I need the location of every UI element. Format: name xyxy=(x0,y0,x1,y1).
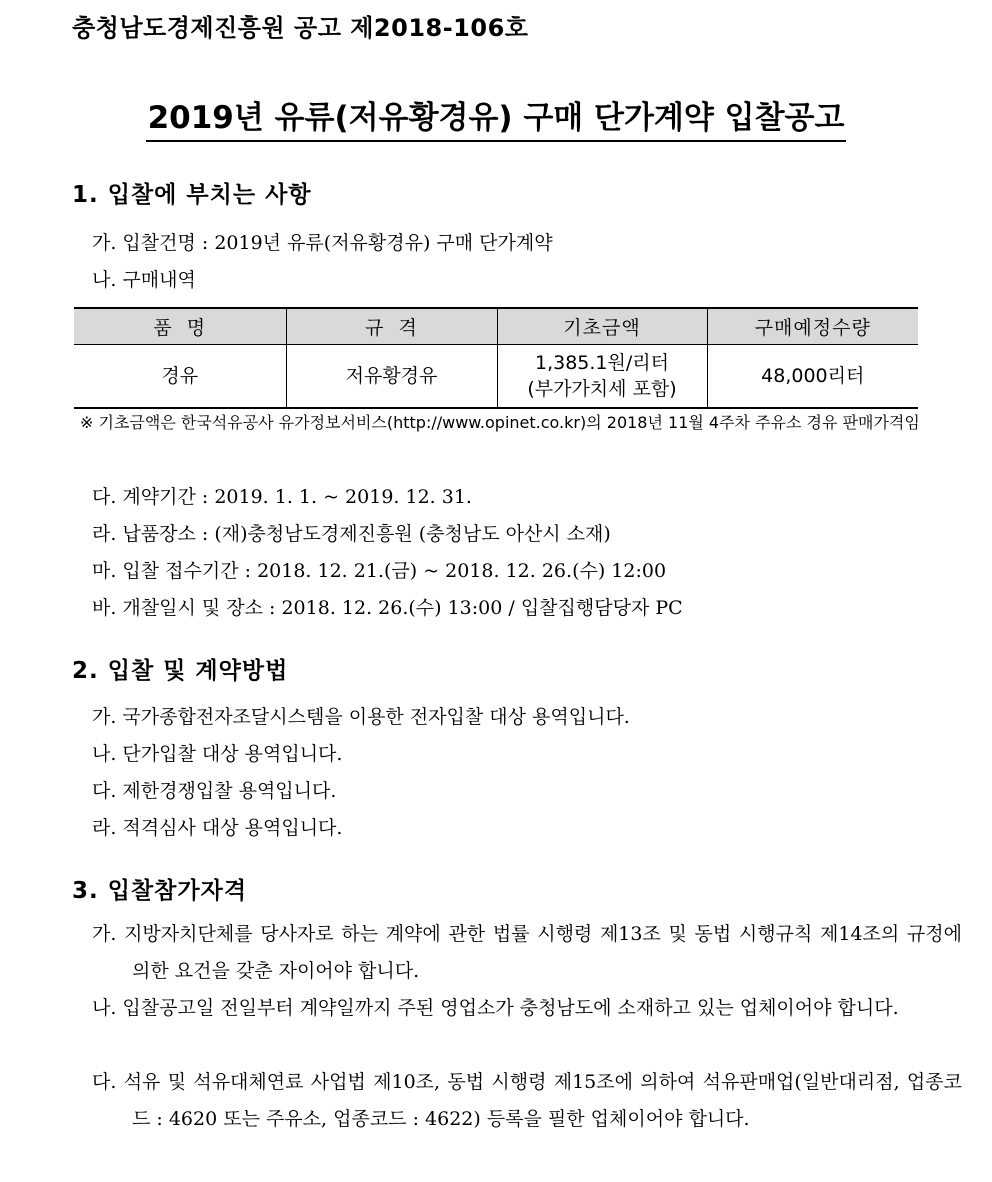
base-price-value: 1,385.1원/리터 xyxy=(535,352,669,374)
section-1-item-ga: 가. 입찰건명 : 2019년 유류(저유황경유) 구매 단가계약 xyxy=(92,232,553,254)
page-title xyxy=(0,92,992,137)
cell-item-name: 경유 xyxy=(74,345,286,409)
header-item-name: 품 명 xyxy=(74,308,286,345)
header-spec: 규 격 xyxy=(286,308,497,345)
section-2-heading: 2. 입찰 및 계약방법 xyxy=(72,658,289,684)
section-1-item-ma: 마. 입찰 접수기간 : 2018. 12. 21.(금) ~ 2018. 12. 26.(수) 12:00 xyxy=(92,560,667,582)
base-price-vat-note: (부가가치세 포함) xyxy=(527,378,677,400)
section-3-item-da: 다. 석유 및 석유대체연료 사업법 제10조, 동법 시행령 제15조에 의하여 석유판매업(일반대리점, 업종코드 : 4620 또는 주유소, 업종코드 : 4622) 등록을 필한 업체이어야 합니다. xyxy=(92,1071,962,1130)
notice-number: 충청남도경제진흥원 공고 제2018-106호 xyxy=(72,14,529,42)
cell-spec: 저유황경유 xyxy=(286,345,497,409)
base-price-footnote: ※ 기초금액은 한국석유공사 유가정보서비스(http://www.opinet.co.kr)의 2018년 11월 4주차 주유소 경유 판매가격임 xyxy=(80,413,920,432)
section-3-heading: 3. 입찰참가자격 xyxy=(72,878,248,904)
header-quantity: 구매예정수량 xyxy=(707,308,918,345)
section-3-item-ga: 가. 지방자치단체를 당사자로 하는 계약에 관한 법률 시행령 제13조 및 동법 시행규칙 제14조의 규정에 의한 요건을 갖춘 자이어야 합니다. xyxy=(92,923,962,982)
section-2-item-na: 나. 단가입찰 대상 용역입니다. xyxy=(92,743,343,765)
purchase-table xyxy=(74,307,918,409)
cell-base-price xyxy=(497,345,707,409)
section-1-item-na: 나. 구매내역 xyxy=(92,269,196,291)
section-1-heading: 1. 입찰에 부치는 사항 xyxy=(72,182,312,208)
header-base-price: 기초금액 xyxy=(497,308,707,345)
section-3-item-na: 나. 입찰공고일 전일부터 계약일까지 주된 영업소가 충청남도에 소재하고 있는 업체이어야 합니다. xyxy=(92,997,899,1019)
section-2-item-ga: 가. 국가종합전자조달시스템을 이용한 전자입찰 대상 용역입니다. xyxy=(92,706,630,728)
table-header-row xyxy=(74,308,918,345)
section-2-item-da: 다. 제한경쟁입찰 용역입니다. xyxy=(92,780,337,802)
section-1-item-da: 다. 계약기간 : 2019. 1. 1. ~ 2019. 12. 31. xyxy=(92,486,472,508)
section-2-item-ra: 라. 적격심사 대상 용역입니다. xyxy=(92,817,343,839)
section-1-item-ba: 바. 개찰일시 및 장소 : 2018. 12. 26.(수) 13:00 / 입찰집행담당자 PC xyxy=(92,597,683,619)
cell-quantity: 48,000리터 xyxy=(707,345,918,409)
title-text: 2019년 유류(저유황경유) 구매 단가계약 입찰공고 xyxy=(146,100,847,142)
table-row xyxy=(74,345,918,409)
section-1-item-ra: 라. 납품장소 : (재)충청남도경제진흥원 (충청남도 아산시 소재) xyxy=(92,523,611,545)
